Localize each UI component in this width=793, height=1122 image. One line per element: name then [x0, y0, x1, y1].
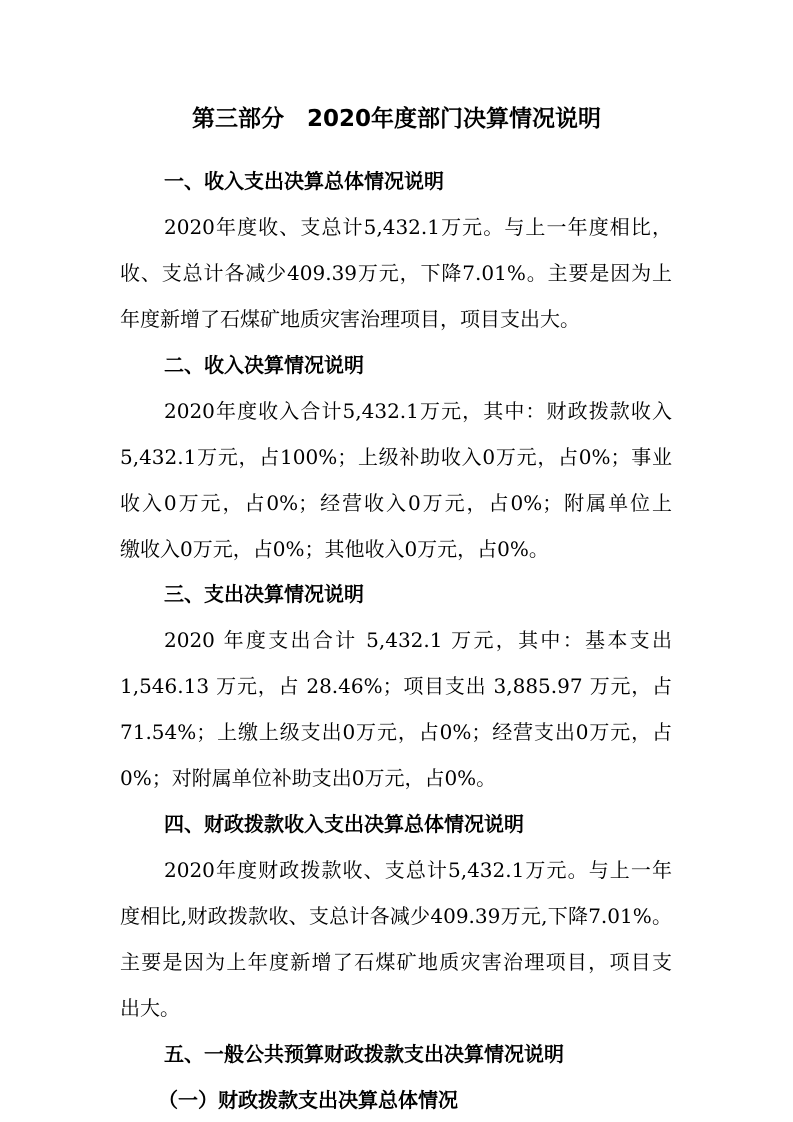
paragraph-line: 收入0万元，占0%；经营收入0万元，占0%；附属单位上: [120, 491, 672, 515]
section-heading-3: 三、支出决算情况说明: [164, 582, 364, 606]
paragraph-line: 度相比,财政拨款收、支总计各减少409.39万元,下降7.01%。: [120, 904, 672, 928]
paragraph-line: 71.54%；上缴上级支出0万元，占0%；经营支出0万元，占: [120, 720, 672, 744]
paragraph-line: 5,432.1万元，占100%；上级补助收入0万元，占0%；事业: [120, 445, 672, 469]
paragraph-line: 缴收入0万元，占0%；其他收入0万元，占0%。: [120, 537, 549, 561]
document-title: 第三部分 2020年度部门决算情况说明: [191, 106, 601, 132]
paragraph-line: 收、支总计各减少409.39万元，下降7.01%。主要是因为上: [120, 261, 672, 285]
paragraph-line: 2020年度收入合计5,432.1万元，其中：财政拨款收入: [164, 399, 672, 423]
paragraph-line: 年度新增了石煤矿地质灾害治理项目，项目支出大。: [120, 307, 580, 331]
paragraph-line: 2020年度财政拨款收、支总计5,432.1万元。与上一年: [164, 858, 672, 882]
paragraph-line: 2020 年度支出合计 5,432.1 万元，其中：基本支出: [164, 628, 672, 652]
section-heading-1: 一、收入支出决算总体情况说明: [164, 169, 444, 193]
section-heading-4: 四、财政拨款收入支出决算总体情况说明: [164, 812, 524, 836]
paragraph-line: 0%；对附属单位补助支出0万元，占0%。: [120, 766, 497, 790]
paragraph-line: 主要是因为上年度新增了石煤矿地质灾害治理项目，项目支: [120, 950, 672, 974]
paragraph-line: 出大。: [120, 996, 180, 1020]
section-heading-2: 二、收入决算情况说明: [164, 353, 364, 377]
paragraph-line: 1,546.13 万元，占 28.46%；项目支出 3,885.97 万元，占: [120, 674, 672, 698]
subsection-heading: （一）财政拨款支出决算总体情况: [158, 1088, 458, 1112]
section-heading-5: 五、一般公共预算财政拨款支出决算情况说明: [164, 1042, 564, 1066]
paragraph-line: 2020年度收、支总计5,432.1万元。与上一年度相比，: [164, 215, 672, 239]
